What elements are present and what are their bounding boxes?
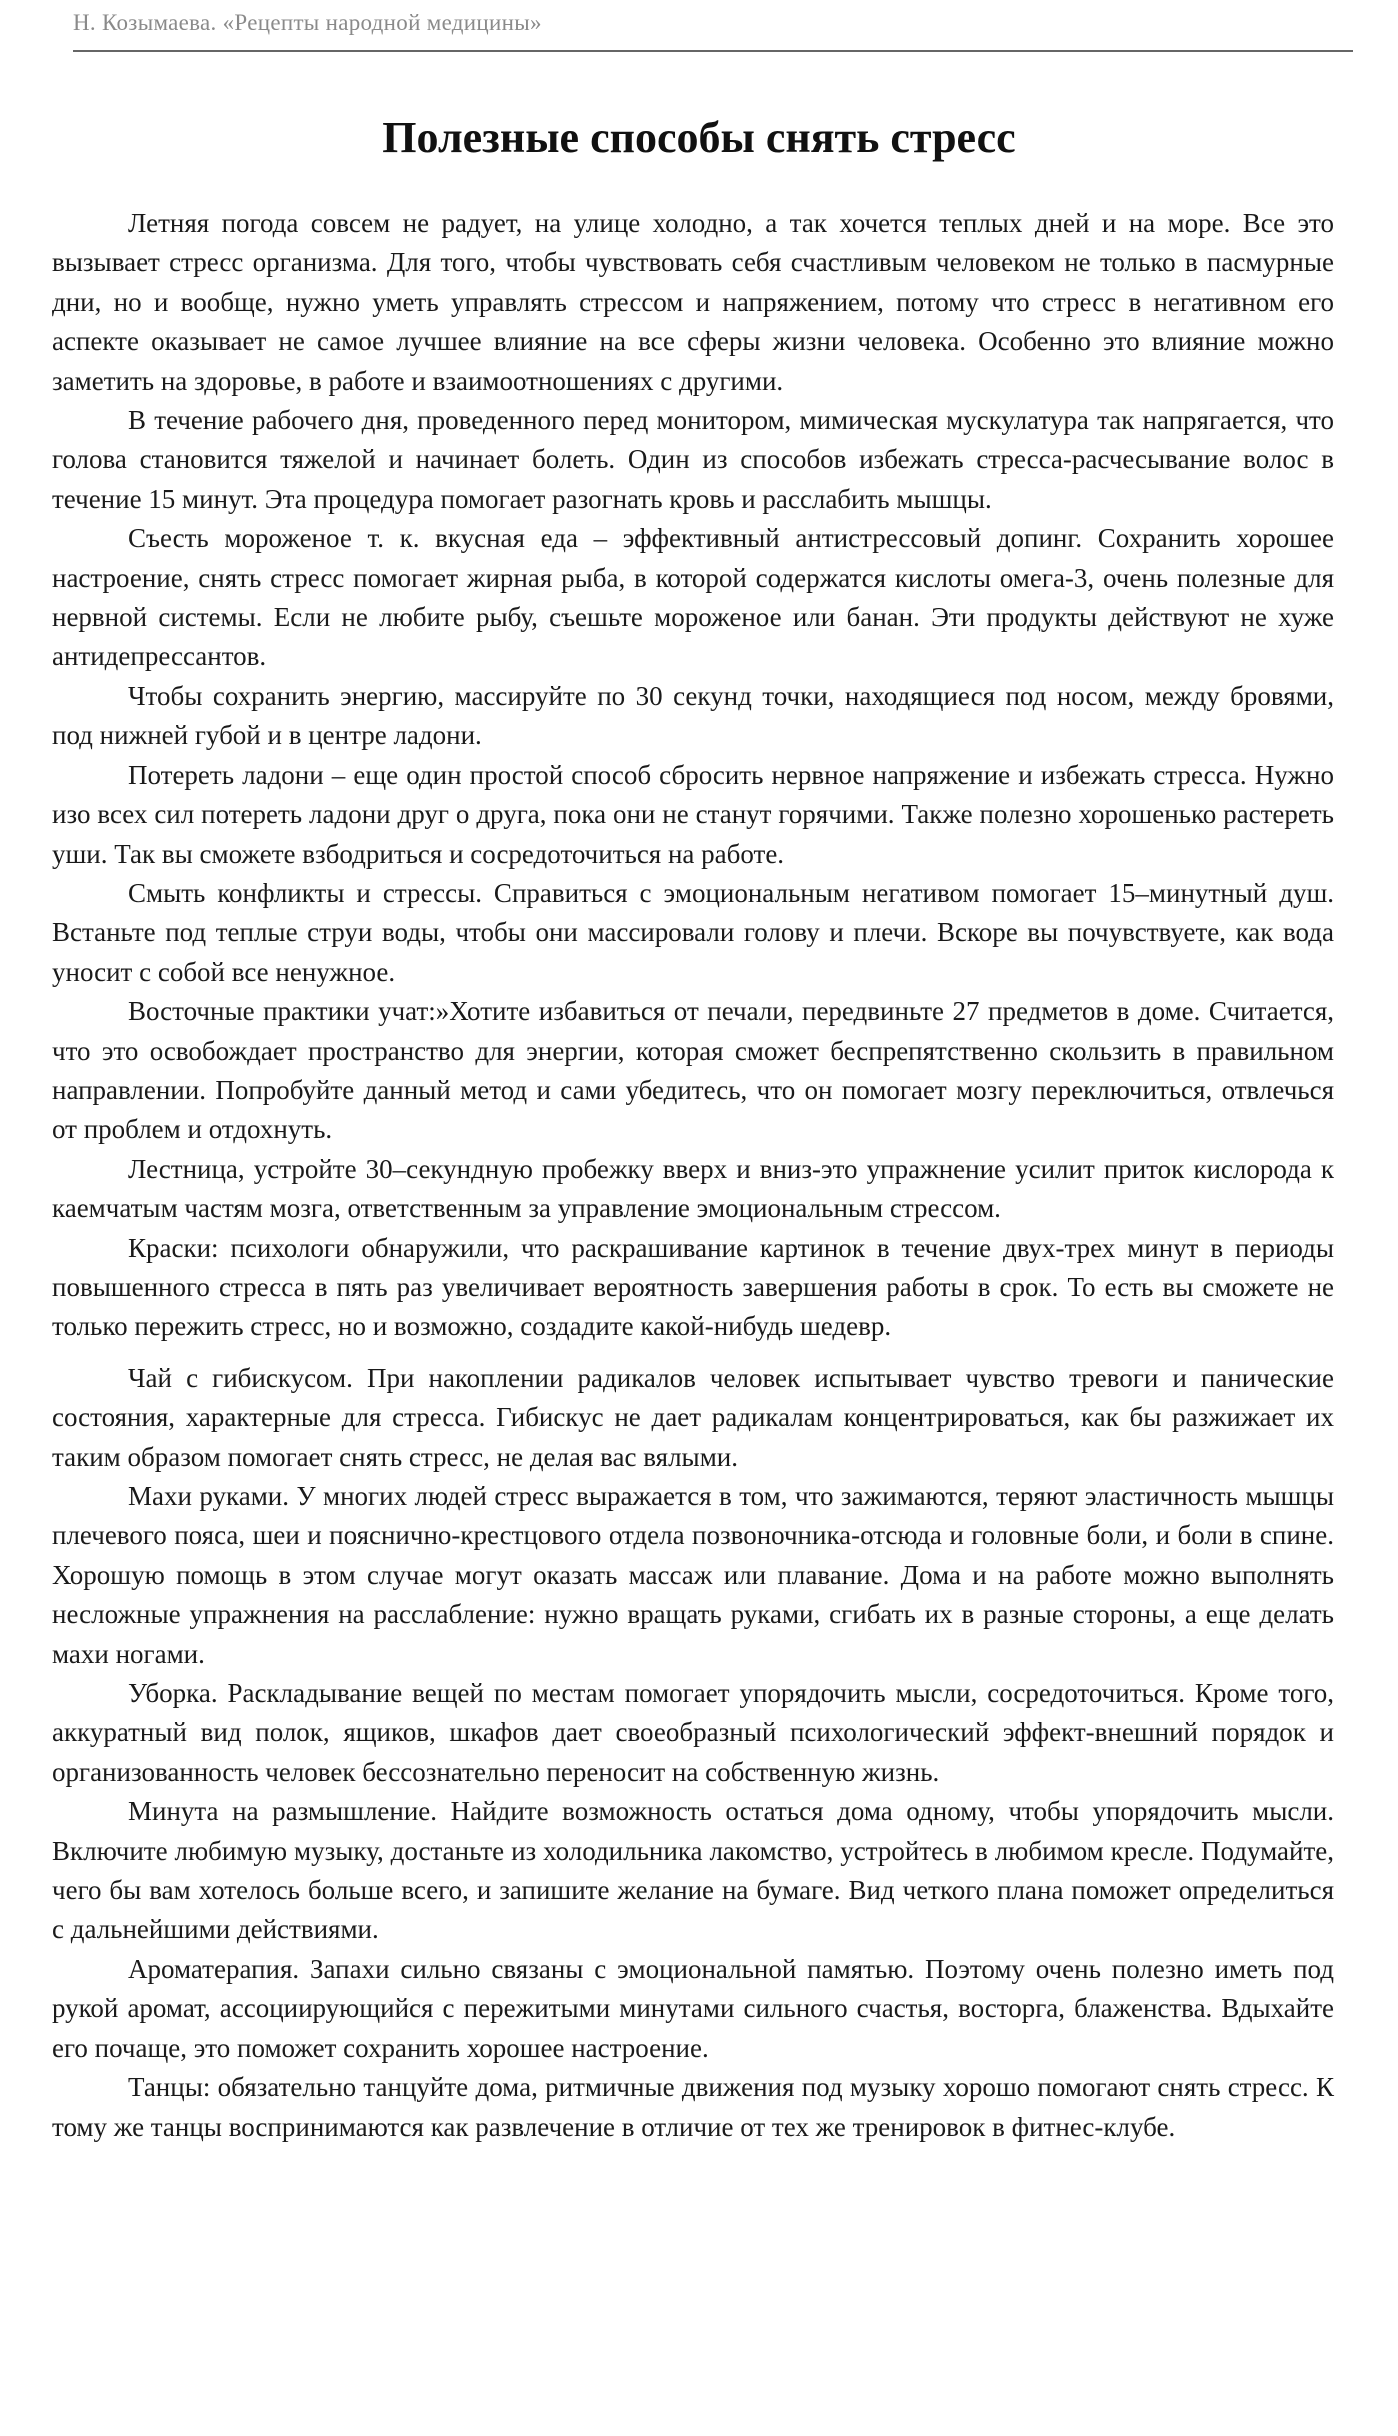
paragraph: Ароматерапия. Запахи сильно связаны с эмоциональной памятью. Поэтому очень полезно иметь под рукой аромат, ассоциирующийся с пережитыми минутами сильного счастья, восторга, блаженства. Вдыхайте его почаще, это поможет сохранить хорошее настроение. (52, 1953, 1334, 2063)
paragraph: Танцы: обязательно танцуйте дома, ритмичные движения под музыку хорошо помогают снять стресс. К тому же танцы воспринимаются как развлечение в отличие от тех же тренировок в фитнес-клубе. (52, 2072, 1334, 2142)
paragraph: В течение рабочего дня, проведенного перед монитором, мимическая мускулатура так напрягается, что голова становится тяжелой и начинает болеть. Один из способов избежать стресса-расчесывание волос в течение 15 минут. Эта процедура помогает разогнать кровь и расслабить мышцы. (52, 405, 1334, 514)
paragraph: Чтобы сохранить энергию, массируйте по 30 секунд точки, находящиеся под носом, между бровями, под нижней губой и в центре ладони. (52, 680, 1334, 751)
paragraph: Летняя погода совсем не радует, на улице холодно, а так хочется теплых дней и на море. Все это вызывает стресс организма. Для того, чтобы чувствовать себя счастливым человеком не только в пасмурные дни, но и вообще, нужно уметь управлять стрессом и напряжением, потому что стресс в негативном его аспекте оказывает не самое лучшее влияние на все сферы жизни человека. Особенно это влияние можно заметить на здоровье, в работе и взаимоотношениях с другими. (52, 208, 1334, 396)
paragraph: Потереть ладони – еще один простой способ сбросить нервное напряжение и избежать стресса. Нужно изо всех сил потереть ладони друг о друга, пока они не станут горячими. Также полезно хорошенько растереть уши. Так вы сможете взбодриться и сосредоточиться на работе. (52, 759, 1334, 869)
paragraph: Восточные практики учат:»Хотите избавиться от печали, передвиньте 27 предметов в доме. Считается, что это освобождает пространство для энергии, которая сможет беспрепятственно скользить в правильном направлении. Попробуйте данный метод и сами убедитесь, что он помогает мозгу переключиться, отвлечься от проблем и отдохнуть. (52, 996, 1334, 1145)
article-body (52, 204, 1334, 2147)
paragraph: Смыть конфликты и стрессы. Справиться с эмоциональным негативом помогает 15–минутный душ. Встаньте под теплые струи воды, чтобы они массировали голову и плечи. Вскоре вы почувствуете, как вода уносит с собой все ненужное. (52, 877, 1334, 987)
paragraph: Чай с гибискусом. При накоплении радикалов человек испытывает чувство тревоги и панические состояния, характерные для стресса. Гибискус не дает радикалам концентрироваться, как бы разжижает их таким образом помогает снять стресс, не делая вас вялыми. (52, 1362, 1334, 1472)
paragraph: Лестница, устройте 30–секундную пробежку вверх и вниз-это упражнение усилит приток кислорода к каемчатым частям мозга, ответственным за управление эмоциональным стрессом. (52, 1153, 1334, 1224)
paragraph: Съесть мороженое т. к. вкусная еда – эффективный антистрессовый допинг. Сохранить хорошее настроение, снять стресс помогает жирная рыба, в которой содержатся кислоты омега-3, очень полезные для нервной системы. Если не любите рыбу, съешьте мороженое или банан. Эти продукты действуют не хуже антидепрессантов. (52, 523, 1334, 672)
paragraph: Махи руками. У многих людей стресс выражается в том, что зажимаются, теряют эластичность мышцы плечевого пояса, шеи и пояснично-крестцового отдела позвоночника-отсюда и головные боли, и боли в спине. Хорошую помощь в этом случае могут оказать массаж или плавание. Дома и на работе можно выполнять несложные упражнения на расслабление: нужно вращать руками, сгибать их в разные стороны, а еще делать махи ногами. (52, 1481, 1334, 1669)
paragraph: Минута на размышление. Найдите возможность остаться дома одному, чтобы упорядочить мысли. Включите любимую музыку, достаньте из холодильника лакомство, устройтесь в любимом кресле. Подумайте, чего бы вам хотелось больше всего, и запишите желание на бумаге. Вид четкого плана поможет определиться с дальнейшими действиями. (52, 1796, 1334, 1945)
page-title: Полезные способы снять стресс (382, 113, 1016, 162)
header-rule (73, 50, 1353, 52)
running-header: Н. Козымаева. «Рецепты народной медицины» (73, 10, 542, 35)
paragraph: Краски: психологи обнаружили, что раскрашивание картинок в течение двух-трех минут в периоды повышенного стресса в пять раз увеличивает вероятность завершения работы в срок. То есть вы сможете не только пережить стресс, но и возможно, создадите какой-нибудь шедевр. (52, 1232, 1334, 1342)
paragraph: Уборка. Раскладывание вещей по местам помогает упорядочить мысли, сосредоточиться. Кроме того, аккуратный вид полок, ящиков, шкафов дает своеобразный психологический эффект-внешний порядок и организованность человек бессознательно переносит на собственную жизнь. (52, 1678, 1334, 1787)
